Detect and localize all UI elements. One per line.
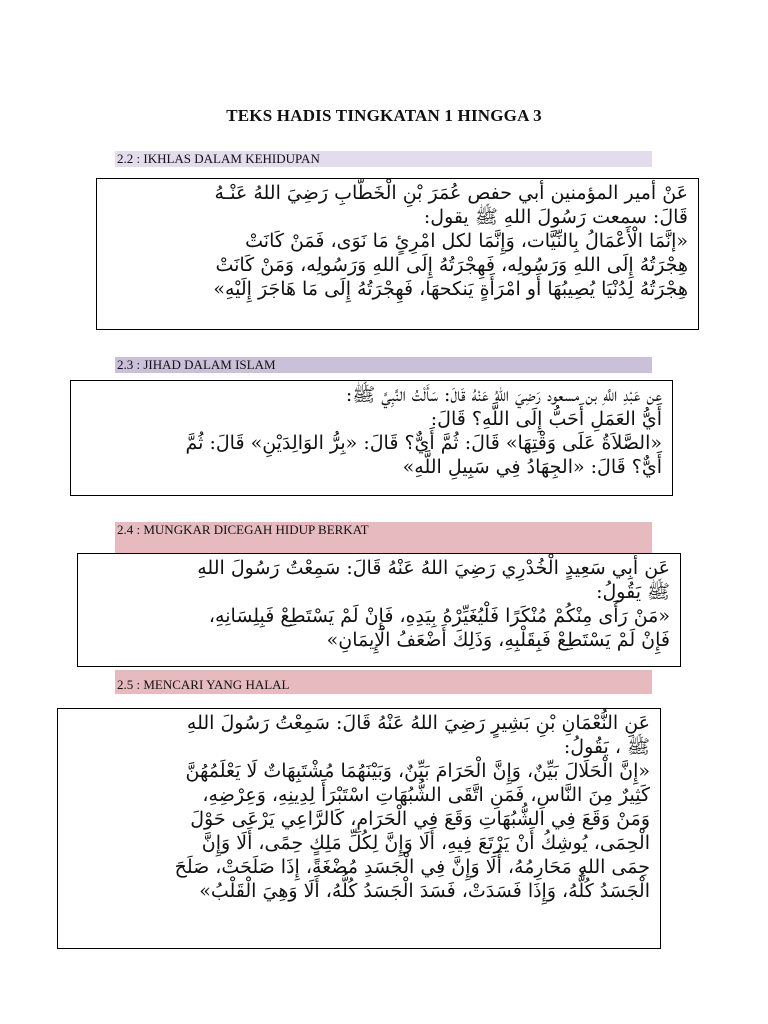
hadith-line: «إِنَّ الْحَلَالَ بَيِّنٌ، وَإِنَّ الْحَرَامَ بَيِّنٌ، وَبَيْنَهُمَا مُشْتَبِهَاتٌ لَا يَعْلَمُهُنَّ	[185, 760, 650, 782]
hadith-line: وَمَنْ وَقَعَ فِي الشُّبُهَاتِ وَقَعَ فِي الْحَرَامِ، كَالرَّاعِي يَرْعَى حَوْلَ	[190, 808, 650, 830]
hadith-box-ikhlas	[96, 178, 699, 330]
section-heading-halal: 2.5 : MENCARI YANG HALAL	[115, 670, 652, 694]
hadith-line: قَالَ: سمعت رَسُولَ اللهِ ﷺ يقول:	[423, 206, 688, 228]
hadith-line: أَيٌّ؟ قَالَ: «الجِهَادُ فِي سَبِيلِ اللَّهِ»	[402, 456, 662, 478]
hadith-line: ﷺ ، يَقُولُ:	[563, 736, 650, 758]
hadith-line: عن عَبْدِ اللَّهِ بن مسعود رَضِيَ اللهُ عَنْهُ قَالَ: سَأَلْتُ النَّبِيَّ ﷺ:	[345, 384, 662, 406]
hadith-line: أَيُّ العَمَلِ أَحَبُّ إِلَى اللَّهِ؟ قَالَ:	[430, 408, 662, 430]
hadith-line: عَن أَبِي سَعِيدٍ الْخُدْرِي رَضِيَ اللهُ عَنْهُ قَالَ: سَمِعْتُ رَسُولَ اللهِ	[197, 557, 670, 579]
hadith-line: الْحِمَى، يُوشِكُ أَنْ يَرْتَعَ فِيهِ، أَلَا وَإِنَّ لِكُلِّ مَلِكٍ حِمًى، أَلَا وَإِنَّ	[201, 832, 650, 854]
hadith-box-halal	[57, 708, 661, 949]
hadith-line: ﷺ يَقُولُ:	[596, 581, 670, 603]
hadith-line: «الصَّلاَةُ عَلَى وَقْتِهَا» قَالَ: ثُمَّ أَيٌّ؟ قَالَ: «بِرُّ الوَالِدَيْنِ» قَالَ: ثُمَّ	[185, 432, 662, 454]
hadith-line: «إنَّمَا الْأَعْمَالُ بِالنِّيَّات، وَإِنَّمَا لكل امْرِئٍ مَا نَوَى، فَمَنْ كَانَتْ	[245, 230, 688, 252]
section-heading-mungkar: 2.4 : MUNGKAR DICEGAH HIDUP BERKAT	[115, 522, 652, 554]
hadith-line: فَإِنْ لَمْ يَسْتَطِعْ فَبِقَلْبِهِ، وَذَلِكَ أَضْعَفُ الْإِيمَانِ»	[326, 629, 670, 651]
section-heading-ikhlas: 2.2 : IKHLAS DALAM KEHIDUPAN	[115, 151, 652, 167]
hadith-line: حِمَى اللهِ مَحَارِمُهُ، أَلَا وَإِنَّ فِي الْجَسَدِ مُضْغَةً، إِذَا صَلَحَتْ، صَلَحَ	[174, 856, 650, 878]
hadith-line: كَثِيرٌ مِنَ النَّاسِ، فَمَنِ اتَّقَى الشُّبُهَاتِ اسْتَبْرَأَ لِدِينِهِ، وَعِرْضِهِ،	[202, 784, 650, 806]
hadith-line: هِجْرَتُهُ لِدُنْيَا يُصِيبُهَا أَو امْرَأَةٍ يَنكحهَا، فَهِجْرَتُهُ إِلَى مَا هَاجَرَ إِلَيْهِ»	[213, 278, 688, 300]
hadith-line: عَنْ أمير المؤمنين أبي حفص عُمَرَ بْنِ الْخَطَّابِ رَضِيَ اللهُ عَنْـهُ	[214, 182, 688, 204]
section-heading-jihad: 2.3 : JIHAD DALAM ISLAM	[115, 357, 652, 373]
hadith-box-jihad	[70, 380, 673, 496]
hadith-line: عَنِ النُّعْمَانِ بْنِ بَشِيرٍ رَضِيَ اللهُ عَنْهُ قَالَ: سَمِعْتُ رَسُولَ اللهِ	[186, 712, 650, 734]
hadith-box-mungkar	[77, 553, 681, 667]
page-title: TEKS HADIS TINGKATAN 1 HINGGA 3	[226, 106, 542, 125]
hadith-line: «مَنْ رَأَى مِنْكُمْ مُنْكَرًا فَلْيُغَيِّرْهُ بِيَدِهِ، فَإِنْ لَمْ يَسْتَطِعْ فَبِلِسَانِهِ،	[208, 605, 670, 627]
hadith-line: هِجْرَتُهُ إِلَى اللهِ وَرَسُولِه، فَهِجْرَتُهُ إِلَى اللهِ وَرَسُولِه، وَمَنْ كَانَتْ	[215, 254, 688, 276]
hadith-line: الْجَسَدُ كُلُّهُ، وَإِذَا فَسَدَتْ، فَسَدَ الْجَسَدُ كُلُّهُ، أَلَا وَهِيَ الْقَلْبُ»	[199, 880, 650, 902]
